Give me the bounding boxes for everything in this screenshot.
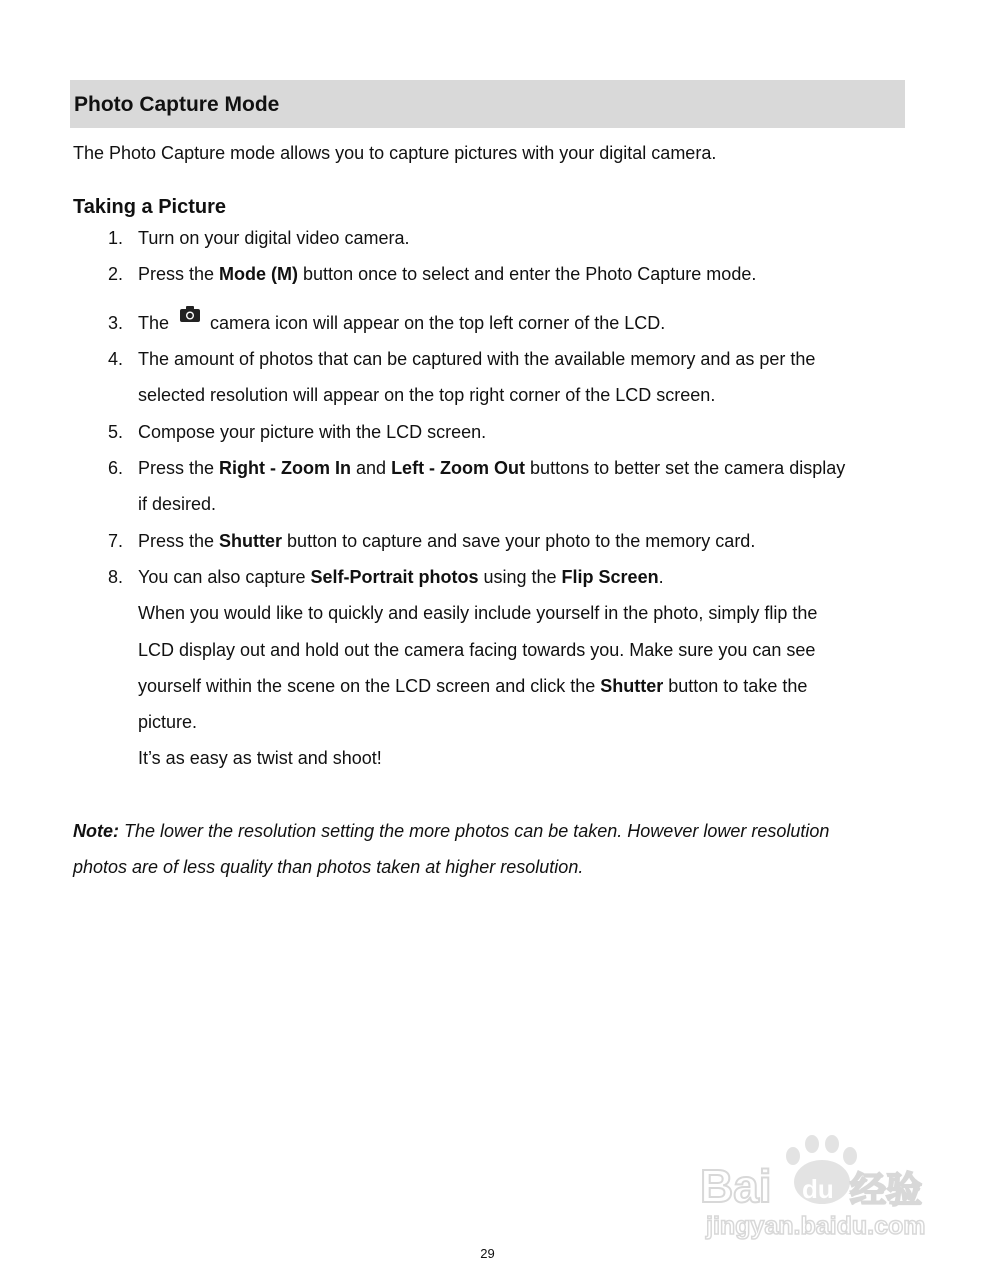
zoom-out-button-label: Left - Zoom Out bbox=[391, 458, 526, 478]
note-line-1: Note: The lower the resolution setting the more photos can be taken. However lower resolution bbox=[73, 821, 830, 841]
step-number: 5. bbox=[108, 422, 124, 442]
shutter-button-label: Shutter bbox=[219, 531, 283, 551]
step-text: Press the Shutter button to capture and save your photo to the memory card. bbox=[138, 531, 756, 551]
self-portrait-label: Self-Portrait photos bbox=[310, 567, 479, 587]
step-number: 8. bbox=[108, 567, 124, 587]
step-number: 7. bbox=[108, 531, 124, 551]
watermark-brand: Bai bbox=[700, 1160, 772, 1212]
step-number: 6. bbox=[108, 458, 124, 478]
step-number: 4. bbox=[108, 349, 124, 369]
watermark-brand-cn: 经验 bbox=[850, 1170, 923, 1211]
note-line-2: photos are of less quality than photos taken at higher resolution. bbox=[73, 857, 584, 877]
section-title: Photo Capture Mode bbox=[74, 93, 280, 116]
step-text-line-3: LCD display out and hold out the camera facing towards you. Make sure you can see bbox=[138, 640, 816, 660]
baidu-jingyan-watermark bbox=[700, 1130, 935, 1240]
step-text-line-2: When you would like to quickly and easily include yourself in the photo, simply flip the bbox=[138, 603, 818, 623]
step-text-line-1: You can also capture Self-Portrait photos using the Flip Screen. bbox=[138, 567, 664, 587]
flip-screen-label: Flip Screen bbox=[561, 567, 659, 587]
step-text: Press the Mode (M) button once to select and enter the Photo Capture mode. bbox=[138, 264, 757, 284]
step-text-line-1: The amount of photos that can be captured with the available memory and as per the bbox=[138, 349, 816, 369]
step-text-line-2: if desired. bbox=[138, 494, 217, 514]
step-text: camera icon will appear on the top left corner of the LCD. bbox=[210, 313, 666, 333]
step-text: Compose your picture with the LCD screen. bbox=[138, 422, 487, 442]
step-text-line-6: It’s as easy as twist and shoot! bbox=[138, 748, 382, 768]
note-label: Note: bbox=[73, 821, 119, 841]
shutter-button-label: Shutter bbox=[600, 676, 664, 696]
taking-picture-heading: Taking a Picture bbox=[73, 196, 227, 218]
step-text-line-2: selected resolution will appear on the top right corner of the LCD screen. bbox=[138, 385, 716, 405]
step-number: 2. bbox=[108, 264, 124, 284]
intro-paragraph: The Photo Capture mode allows you to capture pictures with your digital camera. bbox=[73, 143, 717, 163]
step-text-line-1: Press the Right - Zoom In and Left - Zoom Out buttons to better set the camera display bbox=[138, 458, 846, 478]
step-text-line-5: picture. bbox=[138, 712, 198, 732]
zoom-in-button-label: Right - Zoom In bbox=[219, 458, 352, 478]
page-number: 29 bbox=[480, 1246, 495, 1261]
mode-button-label: Mode (M) bbox=[219, 264, 299, 284]
watermark-brand-du: du bbox=[802, 1174, 834, 1204]
step-number: 1. bbox=[108, 228, 124, 248]
step-number: 3. bbox=[108, 313, 124, 333]
step-text-lead: The bbox=[138, 313, 170, 333]
section-header-bar bbox=[70, 80, 905, 128]
step-text-line-4: yourself within the scene on the LCD screen and click the Shutter button to take the bbox=[138, 676, 808, 696]
camera-icon bbox=[180, 306, 200, 322]
watermark-url: jingyan.baidu.com bbox=[706, 1212, 926, 1240]
step-text: Turn on your digital video camera. bbox=[138, 228, 410, 248]
